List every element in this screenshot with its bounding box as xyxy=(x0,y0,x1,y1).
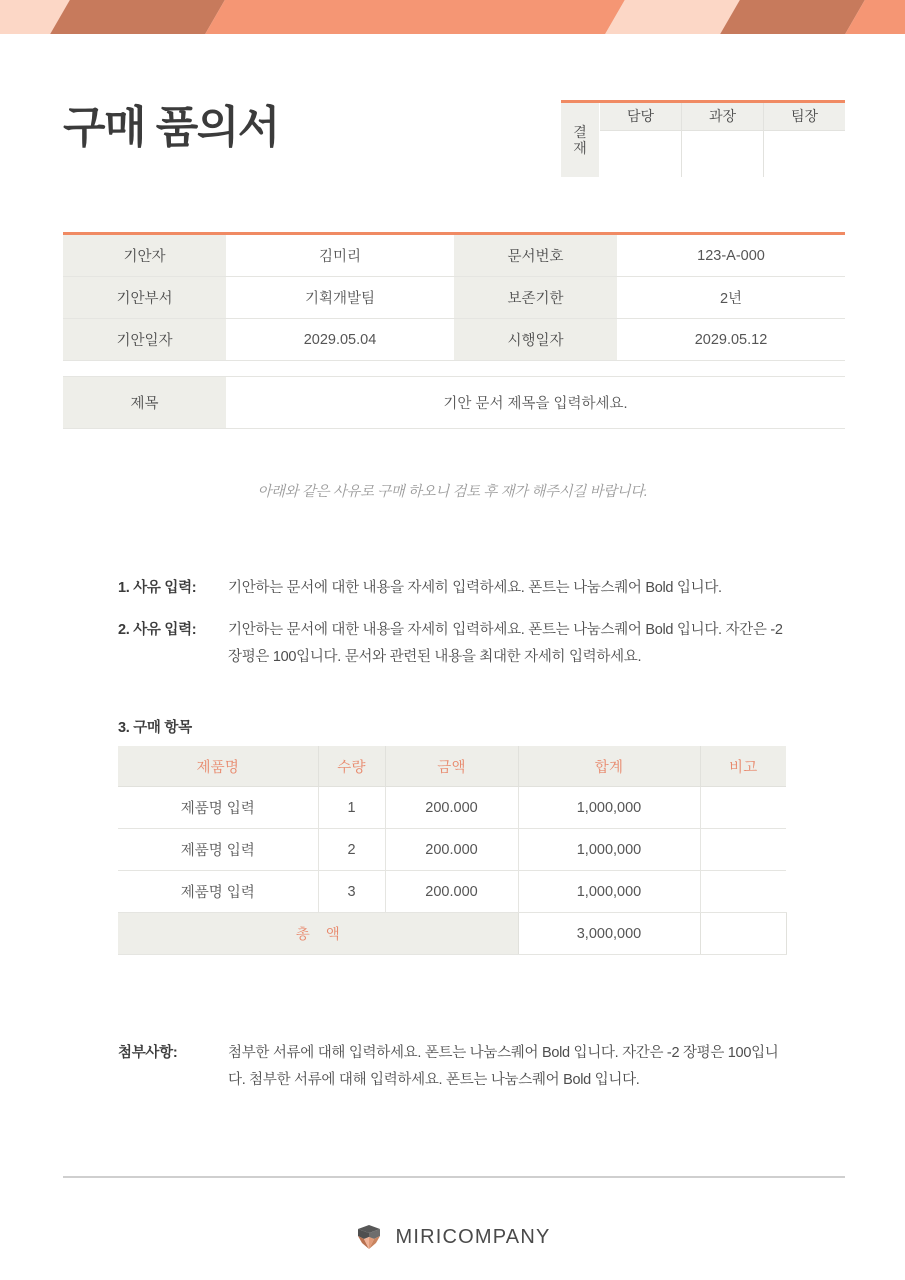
table-row xyxy=(118,829,786,871)
info-value-effective-date[interactable]: 2029.05.12 xyxy=(617,319,845,361)
cell-quantity[interactable]: 1 xyxy=(318,787,385,829)
footer xyxy=(0,1222,905,1252)
page-title: 구매 품의서 xyxy=(63,103,279,152)
reason-label: 1. 사유 입력: xyxy=(118,580,197,596)
approval-signature-cell[interactable] xyxy=(682,130,763,177)
cell-amount[interactable]: 200.000 xyxy=(385,829,518,871)
header-band-stripe-5 xyxy=(717,0,869,34)
brand-name: MIRICOMPANY xyxy=(395,1225,551,1248)
cell-note[interactable] xyxy=(700,787,786,829)
info-label-drafter: 기안자 xyxy=(63,234,226,277)
approval-label xyxy=(561,103,600,177)
approval-label-char-1: 결 xyxy=(573,123,587,140)
info-value-draft-date[interactable]: 2029.05.04 xyxy=(226,319,454,361)
approval-columns xyxy=(600,103,845,177)
title-and-approval-row xyxy=(63,100,845,192)
grand-total-note[interactable] xyxy=(700,913,786,955)
cell-total[interactable]: 1,000,000 xyxy=(518,829,700,871)
table-total-row xyxy=(118,913,786,955)
items-section-heading: 3. 구매 항목 xyxy=(118,720,192,736)
table-row xyxy=(63,319,845,361)
info-value-doc-number[interactable]: 123-A-000 xyxy=(617,234,845,277)
cell-quantity[interactable]: 3 xyxy=(318,871,385,913)
column-header-amount: 금액 xyxy=(385,746,518,787)
attachment-body[interactable]: 첨부한 서류에 대해 입력하세요. 폰트는 나눔스퀘어 Bold 입니다. 자간은 -2 장평은 100입니다. 첨부한 서류에 대해 입력하세요. 폰트는 나눔스퀘어 Bold 입니다. xyxy=(228,1045,779,1088)
table-row xyxy=(118,871,786,913)
reasons-list xyxy=(118,575,786,686)
cell-amount[interactable]: 200.000 xyxy=(385,787,518,829)
cell-note[interactable] xyxy=(700,829,786,871)
table-row xyxy=(118,787,786,829)
info-value-retention[interactable]: 2년 xyxy=(617,277,845,319)
cell-total[interactable]: 1,000,000 xyxy=(518,787,700,829)
cell-amount[interactable]: 200.000 xyxy=(385,871,518,913)
approval-signature-cell[interactable] xyxy=(764,130,845,177)
attachment-section xyxy=(118,1040,786,1094)
document-info-table xyxy=(63,232,845,361)
table-row xyxy=(63,377,845,429)
column-header-note: 비고 xyxy=(700,746,786,787)
footer-divider xyxy=(63,1176,845,1178)
approval-column-gwajang xyxy=(682,103,764,177)
list-item xyxy=(118,617,786,670)
attachment-label: 첨부사항: xyxy=(118,1045,178,1061)
approval-column-damdang xyxy=(600,103,682,177)
cell-note[interactable] xyxy=(700,871,786,913)
intro-statement: 아래와 같은 사유로 구매 하오니 검토 후 재가 해주시길 바랍니다. xyxy=(257,484,648,500)
approval-column-title: 담당 xyxy=(600,103,681,130)
miricompany-cube-logo-icon xyxy=(354,1222,384,1252)
header-band-stripe-3 xyxy=(202,0,629,34)
reason-label: 2. 사유 입력: xyxy=(118,622,197,639)
approval-column-title: 과장 xyxy=(682,103,763,130)
info-label-draft-date: 기안일자 xyxy=(63,319,226,361)
table-row xyxy=(63,277,845,319)
table-header-row xyxy=(118,746,786,787)
info-label-effective-date: 시행일자 xyxy=(454,319,617,361)
info-label-department: 기안부서 xyxy=(63,277,226,319)
column-header-total: 합계 xyxy=(518,746,700,787)
info-label-doc-number: 문서번호 xyxy=(454,234,617,277)
approval-column-title: 팀장 xyxy=(764,103,845,130)
cell-quantity[interactable]: 2 xyxy=(318,829,385,871)
cell-product-name[interactable]: 제품명 입력 xyxy=(118,829,318,871)
info-label-retention: 보존기한 xyxy=(454,277,617,319)
header-decorative-band xyxy=(0,0,905,34)
approval-label-char-2: 재 xyxy=(573,140,587,156)
reason-body[interactable]: 기안하는 문서에 대한 내용을 자세히 입력하세요. 폰트는 나눔스퀘어 Bold 입니다. 자간은 -2 장평은 100입니다. 문서와 관련된 내용을 최대한 자세히 입력하세요. xyxy=(228,622,783,665)
approval-signature-cell[interactable] xyxy=(600,130,681,177)
subject-label: 제목 xyxy=(63,377,226,429)
document-subject-table xyxy=(63,376,845,429)
document-page xyxy=(0,34,905,1280)
subject-value[interactable]: 기안 문서 제목을 입력하세요. xyxy=(226,377,845,429)
column-header-quantity: 수량 xyxy=(318,746,385,787)
table-row xyxy=(63,234,845,277)
info-value-drafter[interactable]: 김미리 xyxy=(226,234,454,277)
cell-total[interactable]: 1,000,000 xyxy=(518,871,700,913)
cell-product-name[interactable]: 제품명 입력 xyxy=(118,787,318,829)
cell-product-name[interactable]: 제품명 입력 xyxy=(118,871,318,913)
purchase-items-table xyxy=(118,746,787,955)
reason-body[interactable]: 기안하는 문서에 대한 내용을 자세히 입력하세요. 폰트는 나눔스퀘어 Bold 입니다. xyxy=(228,580,722,596)
grand-total-label: 총 액 xyxy=(118,913,518,955)
approval-stamp-box xyxy=(561,100,845,177)
grand-total-value[interactable]: 3,000,000 xyxy=(518,913,700,955)
header-band-stripe-2 xyxy=(47,0,229,34)
info-value-department[interactable]: 기획개발팀 xyxy=(226,277,454,319)
list-item xyxy=(118,575,786,601)
column-header-product: 제품명 xyxy=(118,746,318,787)
approval-column-teamjang xyxy=(764,103,845,177)
